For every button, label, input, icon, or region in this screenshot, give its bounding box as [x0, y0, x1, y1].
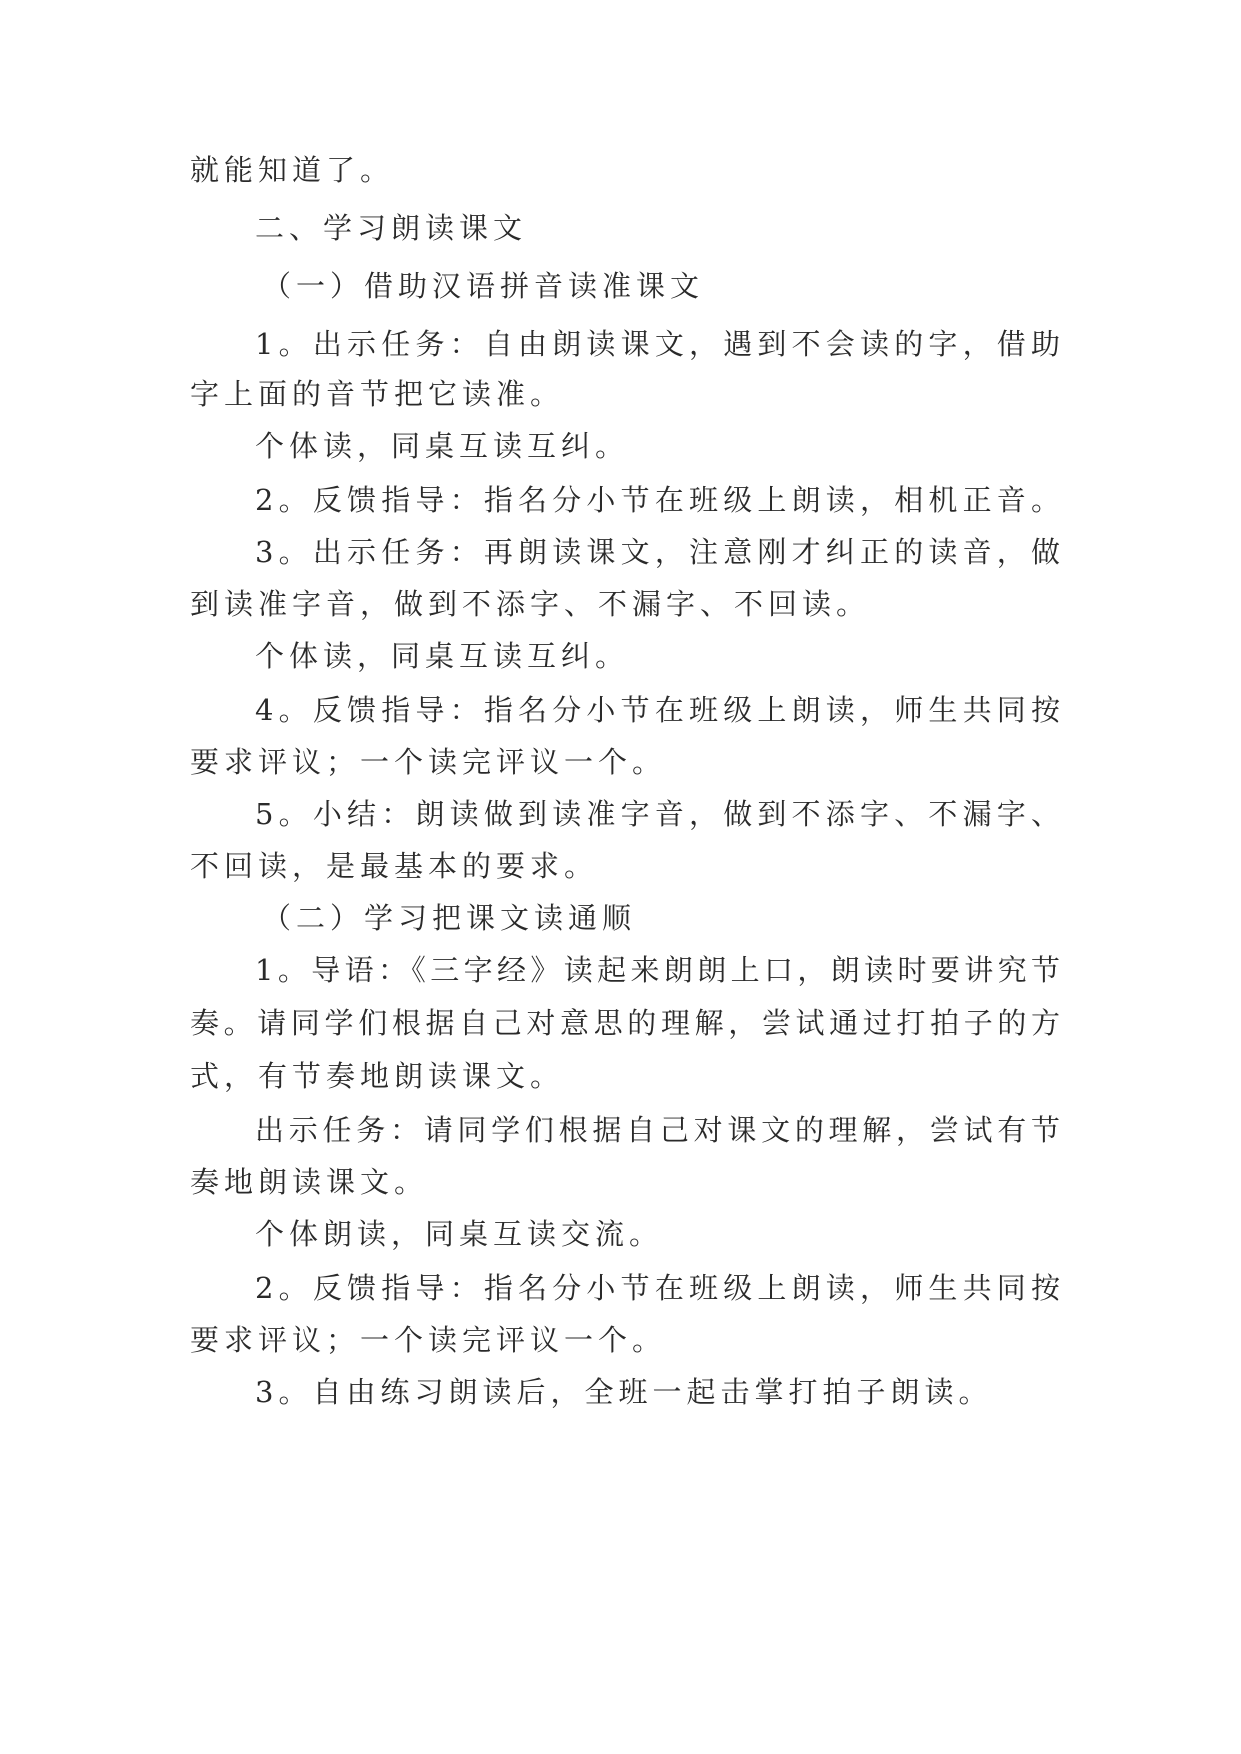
text-line: 5。小结：朗读做到读准字音，做到不添字、不漏字、 — [255, 797, 1060, 831]
text-line: 3。出示任务：再朗读课文，注意刚才纠正的读音，做 — [255, 535, 1060, 569]
section-heading: 二、学习朗读课文 — [255, 211, 528, 245]
subsection-heading: （一）借助汉语拼音读准课文 — [262, 269, 705, 303]
text-line: 不回读，是最基本的要求。 — [190, 849, 599, 883]
text-line: 2。反馈指导：指名分小节在班级上朗读，师生共同按 — [255, 1271, 1060, 1305]
text-line: 个体读，同桌互读互纠。 — [255, 429, 630, 463]
text-line: 3。自由练习朗读后，全班一起击掌打拍子朗读。 — [255, 1375, 993, 1409]
text-line: 个体朗读，同桌互读交流。 — [255, 1217, 664, 1251]
text-line: 字上面的音节把它读准。 — [190, 377, 565, 411]
text-line: 1。导语：《三字经》读起来朗朗上口，朗读时要讲究节 — [255, 953, 1060, 987]
text-line: 2。反馈指导：指名分小节在班级上朗读，相机正音。 — [255, 483, 1060, 517]
text-line: 要求评议；一个读完评议一个。 — [190, 1323, 667, 1357]
text-line: 1。出示任务：自由朗读课文，遇到不会读的字，借助 — [255, 327, 1060, 361]
text-line: 到读准字音，做到不添字、不漏字、不回读。 — [190, 587, 871, 621]
text-line: 奏地朗读课文。 — [190, 1165, 429, 1199]
text-line: 式，有节奏地朗读课文。 — [190, 1059, 565, 1093]
text-line: 出示任务：请同学们根据自己对课文的理解，尝试有节 — [255, 1113, 1060, 1147]
text-line: 个体读，同桌互读互纠。 — [255, 639, 630, 673]
text-line: 要求评议；一个读完评议一个。 — [190, 745, 667, 779]
text-line: 4。反馈指导：指名分小节在班级上朗读，师生共同按 — [255, 693, 1060, 727]
text-line: 奏。请同学们根据自己对意思的理解，尝试通过打拍子的方 — [190, 1006, 1060, 1040]
subsection-heading: （二）学习把课文读通顺 — [262, 901, 637, 935]
text-line: 就能知道了。 — [190, 153, 395, 187]
